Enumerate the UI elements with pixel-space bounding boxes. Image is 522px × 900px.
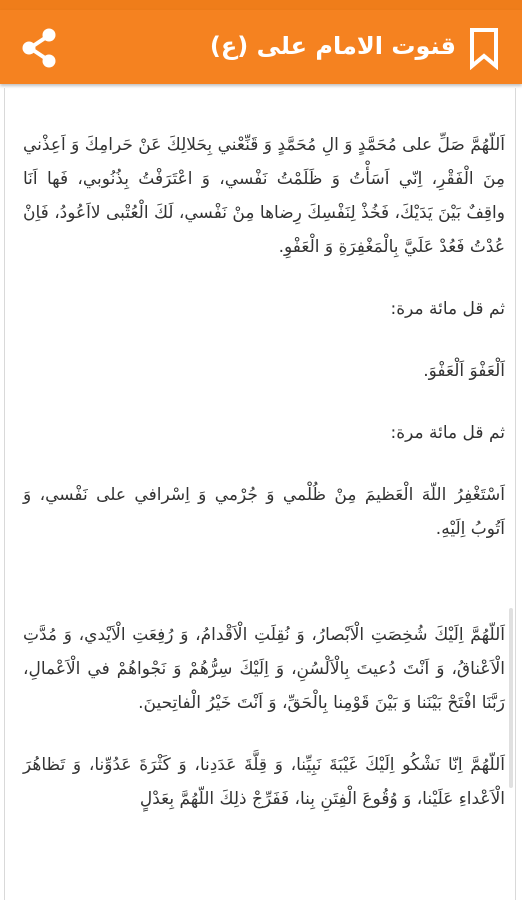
- scrollbar[interactable]: [509, 608, 513, 788]
- instruction-text: ثم قل مائة مرة:: [390, 423, 505, 443]
- prayer-paragraph: اَللّهُمَّ اِلَيْكَ شُخِصَتِ الْاَبْصارُ، وَ نُقِلَتِ الْاَقْدامُ، وَ رُفِعَتِ الْاَيْدي، وَ مُدَّتِ الْاَعْناقُ، وَ اَنْتَ دُعيتَ بِالْاَلْسُنِ، وَ اِلَيْكَ سِرُّهُمْ وَ نَجْواهُمْ في الْاَعْمالِ، رَبَّنَا افْتَحْ بَيْنَنا وَ بَيْنَ قَوْمِنا بِالْحَقِّ، وَ اَنْتَ خَيْرُ الْفاتِحينَ.: [23, 625, 505, 713]
- status-bar: [0, 0, 522, 10]
- prayer-paragraph: اَللّهُمَّ اِنّا نَشْكُو اِلَيْكَ غَيْبَةَ نَبِيِّنا، وَ قِلَّةَ عَدَدِنا، وَ كَثْرَةَ عَدُوِّنا، وَ تَظاهُرَ الْاَعْداءِ عَلَيْنا، وَ وُقُوعَ الْفِتَنِ بِنا، فَفَرِّجْ ذلِكَ اللّهُمَّ بِعَدْلٍ: [23, 755, 505, 809]
- instruction-text: ثم قل مائة مرة:: [390, 299, 505, 319]
- page-title: قنوت الامام على (ع): [209, 32, 456, 60]
- share-button[interactable]: [18, 26, 62, 70]
- prayer-paragraph: اَلْعَفْوَ اَلْعَفْوَ.: [423, 361, 505, 381]
- bookmark-button[interactable]: [464, 26, 504, 70]
- app-bar: [0, 10, 522, 84]
- content-area[interactable]: [4, 88, 516, 900]
- prayer-paragraph: اَسْتَغْفِرُ اللّهَ الْعَظيمَ مِنْ ظُلْمي وَ جُرْمي وَ اِسْرافي علی نَفْسي، وَ اَتُوبُ اِلَيْهِ.: [23, 485, 505, 539]
- prayer-paragraph: اَللّهُمَّ صَلِّ علی مُحَمَّدٍ وَ الِ مُحَمَّدٍ وَ قَنِّعْني بِحَلالِكَ عَنْ حَرامِكَ وَ اَعِذْني مِنَ الْفَقْرِ، اِنّي اَسَأْتُ وَ ظَلَمْتُ نَفْسي، وَ اعْتَرَفْتُ بِذُنُوبي، فَها اَنَا واقِفٌ بَيْنَ يَدَيْكَ، فَخُذْ لِنَفْسِكَ رِضاها مِنْ نَفْسي، لَكَ الْعُتْبی لااَعُودُ، فَاِنْ عُدْتُ فَعُدْ عَلَيَّ بِالْمَغْفِرَةِ وَ الْعَفْوِ.: [23, 135, 505, 257]
- bookmark-icon: [464, 26, 504, 70]
- prayer-text: [23, 128, 505, 844]
- share-icon: [18, 26, 62, 70]
